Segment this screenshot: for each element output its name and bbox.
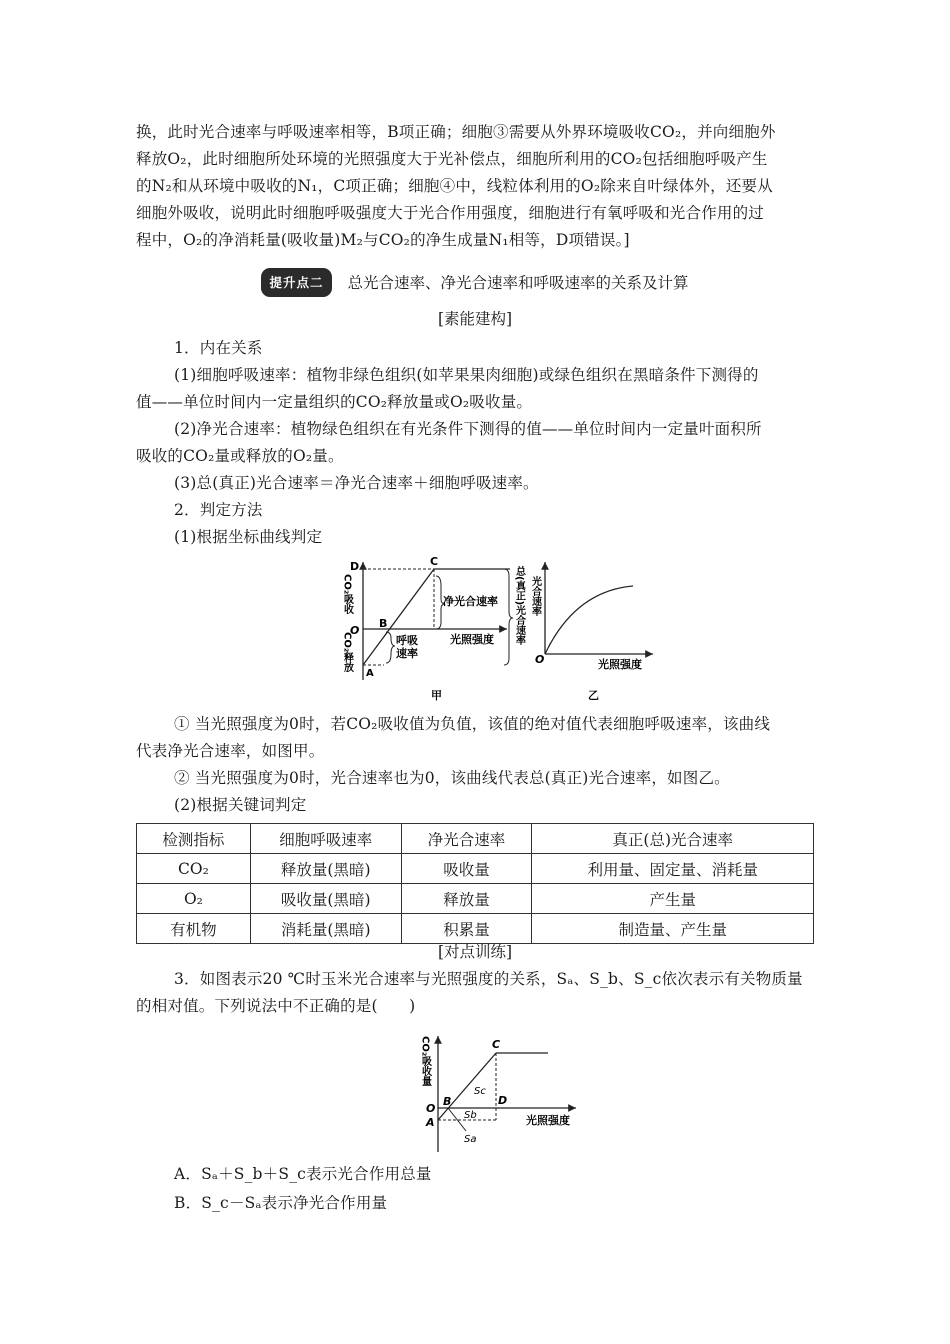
after-fig-line-2: 代表净光合速率，如图甲。 [136,742,325,760]
jia-point-b: B [379,617,388,630]
after-fig-line-3: ② 当光照强度为0时，光合速率也为0，该曲线代表总(真正)光合速率，如图乙。 [174,769,730,787]
q3-area-sb: Sb [464,1110,477,1121]
jia-point-d: D [350,560,360,573]
jia-total-label: 总(真正)光合速率 [513,566,525,646]
jia-caption: 甲 [431,689,442,702]
yi-caption: 乙 [588,689,599,702]
jia-x-label: 光照强度 [450,633,494,646]
table-cell: 有机物 [137,914,251,944]
body-line-2: (1)细胞呼吸速率：植物非绿色组织(如苹果果肉细胞)或绿色组织在黑暗条件下测得的 [174,366,759,384]
figure-jia-yi [330,556,660,706]
yi-x-label: 光照强度 [598,658,642,671]
section-badge: 提升点二 [261,268,331,297]
table-row [137,854,814,884]
option-a: A．Sₐ＋S_b＋S_c表示光合作用总量 [174,1165,432,1183]
q3-point-a: A [426,1116,435,1129]
question-3-line-2: 的相对值。下列说法中不正确的是( ) [136,997,416,1015]
table-cell: CO₂ [137,854,251,884]
q3-area-sa: Sa [464,1134,477,1145]
jia-resp-label-2: 速率 [396,647,418,660]
after-fig-line-4: (2)根据关键词判定 [174,796,307,814]
table-header-cell: 检测指标 [137,824,251,854]
jia-resp-label-1: 呼吸 [396,634,418,647]
section-title: 总光合速率、净光合速率和呼吸速率的关系及计算 [347,274,689,292]
body-line-1: 1．内在关系 [174,339,263,357]
intro-line-2: 释放O₂，此时细胞所处环境的光照强度大于光补偿点，细胞所利用的CO₂包括细胞呼吸产生 [136,150,768,168]
table-header-cell: 细胞呼吸速率 [250,824,401,854]
body-line-6: (3)总(真正)光合速率＝净光合速率＋细胞呼吸速率。 [174,474,539,492]
q3-point-c: C [492,1038,501,1051]
q3-origin: O [426,1102,436,1115]
jia-y-down-label: CO₂释放 [341,632,353,673]
intro-line-4: 细胞外吸收，说明此时细胞呼吸强度大于光合作用强度，细胞进行有氧呼吸和光合作用的过 [136,204,765,222]
table-cell: 利用量、固定量、消耗量 [532,854,814,884]
table-header-cell: 净光合速率 [401,824,532,854]
option-b: B．S_c－Sₐ表示净光合作用量 [174,1194,388,1212]
section-heading [0,268,950,297]
intro-line-3: 的N₂和从环境中吸收的N₁，C项正确；细胞④中，线粒体利用的O₂除来自叶绿体外，还要从 [136,177,773,195]
table-cell: 吸收量(黑暗) [250,884,401,914]
jia-point-c: C [430,556,439,568]
jia-point-a: A [366,668,374,679]
table-cell: 积累量 [401,914,532,944]
table-header-cell: 真正(总)光合速率 [532,824,814,854]
table-cell: 消耗量(黑暗) [250,914,401,944]
jia-y-up-label: CO₂吸收 [341,574,353,615]
jia-origin: O [350,624,360,637]
question-3-line-1: 3．如图表示20 ℃时玉米光合速率与光照强度的关系，Sₐ、S_b、S_c依次表示有关物质量 [174,970,803,988]
table-cell: 吸收量 [401,854,532,884]
intro-line-5: 程中，O₂的净消耗量(吸收量)M₂与CO₂的净生成量N₁相等，D项错误。] [136,231,630,249]
figure-q3 [408,1028,578,1158]
body-line-7: 2．判定方法 [174,501,263,519]
yi-origin: O [535,653,545,666]
keyword-table [136,823,814,944]
jia-net-label: 净光合速率 [443,595,498,608]
body-line-3: 值——单位时间内一定量组织的CO₂释放量或O₂吸收量。 [136,393,533,411]
q3-x-label: 光照强度 [526,1114,570,1127]
yi-y-label: 光合速率 [529,576,541,616]
q3-y-label: CO₂吸收量 [419,1036,431,1087]
body-line-4: (2)净光合速率：植物绿色组织在有光条件下测得的值——单位时间内一定量叶面积所 [174,420,762,438]
intro-line-1: 换，此时光合速率与呼吸速率相等，B项正确；细胞③需要从外界环境吸收CO₂，并向细胞外 [136,123,776,141]
q3-point-d: D [498,1094,508,1107]
table-cell: 释放量 [401,884,532,914]
q3-point-b: B [443,1095,452,1108]
training-heading: [对点训练] [437,943,513,961]
q3-area-sc: Sc [474,1086,486,1097]
table-cell: 产生量 [532,884,814,914]
after-fig-line-1: ① 当光照强度为0时，若CO₂吸收值为负值，该值的绝对值代表细胞呼吸速率，该曲线 [174,715,771,733]
table-row [137,884,814,914]
table-header-row [137,824,814,854]
body-line-5: 吸收的CO₂量或释放的O₂量。 [136,447,344,465]
section-subheading: [素能建构] [437,310,513,328]
table-cell: O₂ [137,884,251,914]
table-cell: 制造量、产生量 [532,914,814,944]
body-line-8: (1)根据坐标曲线判定 [174,528,323,546]
table-cell: 释放量(黑暗) [250,854,401,884]
